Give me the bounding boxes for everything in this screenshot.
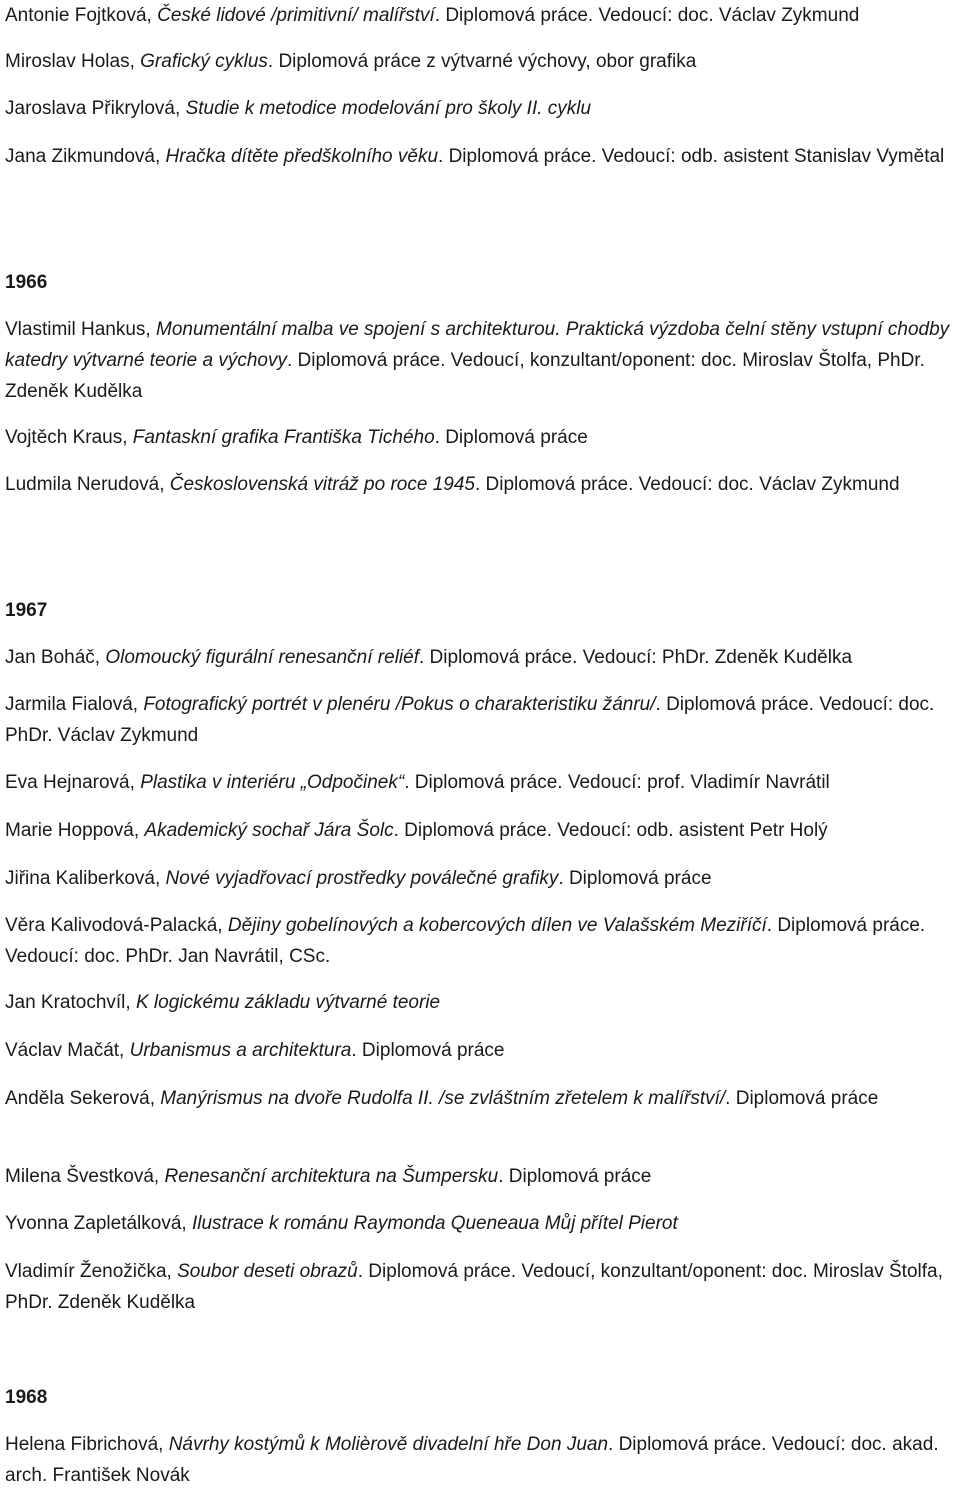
year-heading: 1968 bbox=[5, 1387, 48, 1408]
entry-title: Československá vitráž po roce 1945 bbox=[169, 474, 475, 495]
entry-author: Jan Boháč, bbox=[5, 647, 106, 668]
bibliography-entry bbox=[5, 422, 953, 453]
entry-title: Ilustrace k románu Raymonda Queneaua Můj přítel Pierot bbox=[191, 1213, 678, 1234]
entry-title: Fotografický portrét v plenéru /Pokus o charakteristiku žánru/ bbox=[143, 694, 656, 715]
entry-author: Antonie Fojtková, bbox=[5, 5, 158, 26]
entry-title: České lidové /primitivní/ malířství bbox=[157, 5, 435, 26]
bibliography-entry bbox=[5, 987, 953, 1018]
entry-author: Marie Hoppová, bbox=[5, 820, 145, 841]
bibliography-entry bbox=[5, 910, 953, 972]
entry-title: Grafický cyklus bbox=[140, 51, 268, 72]
entry-title: Renesanční architektura na Šumpersku bbox=[164, 1166, 499, 1187]
entry-details: . Diplomová práce. Vedoucí: doc. Václav Zykmund bbox=[474, 474, 900, 495]
entry-author: Jaroslava Přikrylová, bbox=[5, 98, 186, 119]
entry-title: Studie k metodice modelování pro školy II. cyklu bbox=[185, 98, 592, 119]
entry-author: Milena Švestková, bbox=[5, 1166, 165, 1187]
bibliography-entry bbox=[5, 314, 953, 407]
entry-author: Yvonna Zapletálková, bbox=[5, 1213, 192, 1234]
bibliography-entry bbox=[5, 863, 953, 894]
entry-title: Plastika v interiéru „Odpočinek“ bbox=[140, 772, 405, 793]
entry-details: . Diplomová práce. Vedoucí: doc. Václav Zykmund bbox=[434, 5, 860, 26]
entry-details: . Diplomová práce. Vedoucí: doc. PhDr. Jan Navrátil, CSc. bbox=[5, 915, 926, 967]
entry-title: Urbanismus a architektura bbox=[129, 1040, 352, 1061]
entry-details: . Diplomová práce. Vedoucí: PhDr. Zdeněk Kudělka bbox=[419, 647, 853, 668]
entry-details: . Diplomová práce. Vedoucí, konzultant/oponent: doc. Miroslav Štolfa, PhDr. Zdeněk Kudělka bbox=[5, 350, 925, 402]
entry-author: Ludmila Nerudová, bbox=[5, 474, 170, 495]
entry-author: Jan Kratochvíl, bbox=[5, 992, 136, 1013]
bibliography-entry bbox=[5, 1256, 953, 1318]
entry-author: Jiřina Kaliberková, bbox=[5, 868, 166, 889]
entry-title: K logickému základu výtvarné teorie bbox=[135, 992, 441, 1013]
bibliography-entry bbox=[5, 469, 953, 500]
entry-details: . Diplomová práce. Vedoucí: odb. asistent Stanislav Vymětal bbox=[438, 146, 945, 167]
entry-author: Věra Kalivodová-Palacká, bbox=[5, 915, 228, 936]
entry-title: Návrhy kostýmů k Molièrově divadelní hře Don Juan bbox=[168, 1434, 609, 1455]
bibliography-entry bbox=[5, 1083, 953, 1114]
entry-author: Vojtěch Kraus, bbox=[5, 427, 133, 448]
entry-title: Nové vyjadřovací prostředky poválečné grafiky bbox=[165, 868, 559, 889]
entry-author: Vladimír Ženožička, bbox=[5, 1261, 178, 1282]
entry-details: . Diplomová práce. Vedoucí: doc. PhDr. Václav Zykmund bbox=[5, 694, 935, 746]
entry-title: Monumentální malba ve spojení s architekturou. Praktická výzdoba čelní stěny vstupní chodby katedry výtvarné teorie a výchovy bbox=[5, 319, 950, 371]
entry-author: Eva Hejnarová, bbox=[5, 772, 141, 793]
bibliography-entry bbox=[5, 815, 953, 846]
bibliography-entry bbox=[5, 141, 953, 172]
entry-details: . Diplomová práce bbox=[558, 868, 712, 889]
entry-title: Manýrismus na dvoře Rudolfa II. /se zvláštním zřetelem k malířství/ bbox=[160, 1088, 726, 1109]
entry-author: Miroslav Holas, bbox=[5, 51, 141, 72]
bibliography-entry bbox=[5, 689, 953, 751]
entry-details: . Diplomová práce bbox=[725, 1088, 879, 1109]
bibliography-entry bbox=[5, 93, 953, 124]
entry-author: Vlastimil Hankus, bbox=[5, 319, 156, 340]
entry-title: Olomoucký figurální renesanční reliéf bbox=[105, 647, 419, 668]
entry-author: Jana Zikmundová, bbox=[5, 146, 166, 167]
entry-details: . Diplomová práce. Vedoucí: prof. Vladimír Navrátil bbox=[404, 772, 830, 793]
entry-details: . Diplomová práce z výtvarné výchovy, obor grafika bbox=[267, 51, 697, 72]
entry-details: . Diplomová práce. Vedoucí, konzultant/oponent: doc. Miroslav Štolfa, PhDr. Zdeněk Kudělka bbox=[5, 1261, 943, 1313]
entry-author: Anděla Sekerová, bbox=[5, 1088, 161, 1109]
entry-title: Akademický sochař Jára Šolc bbox=[144, 820, 394, 841]
bibliography-entry bbox=[5, 1429, 953, 1491]
entry-author: Helena Fibrichová, bbox=[5, 1434, 169, 1455]
entry-title: Hračka dítěte předškolního věku bbox=[165, 146, 439, 167]
entry-title: Fantaskní grafika Františka Tichého bbox=[132, 427, 435, 448]
entry-title: Soubor deseti obrazů bbox=[177, 1261, 358, 1282]
entry-details: . Diplomová práce bbox=[498, 1166, 652, 1187]
bibliography-entry bbox=[5, 767, 953, 798]
entry-details: . Diplomová práce. Vedoucí: odb. asistent Petr Holý bbox=[393, 820, 828, 841]
bibliography-entry bbox=[5, 1035, 953, 1066]
year-heading: 1967 bbox=[5, 600, 48, 621]
entry-details: . Diplomová práce bbox=[434, 427, 588, 448]
bibliography-entry bbox=[5, 0, 953, 31]
entry-author: Václav Mačát, bbox=[5, 1040, 130, 1061]
entry-author: Jarmila Fialová, bbox=[5, 694, 144, 715]
bibliography-entry bbox=[5, 1208, 953, 1239]
bibliography-entry bbox=[5, 642, 953, 673]
entry-details: . Diplomová práce. Vedoucí: doc. akad. arch. František Novák bbox=[5, 1434, 939, 1486]
entry-title: Dějiny gobelínových a kobercových dílen ve Valašském Meziříčí bbox=[227, 915, 767, 936]
bibliography-entry bbox=[5, 46, 953, 77]
entry-details: . Diplomová práce bbox=[351, 1040, 505, 1061]
bibliography-entry bbox=[5, 1161, 953, 1192]
year-heading: 1966 bbox=[5, 272, 48, 293]
